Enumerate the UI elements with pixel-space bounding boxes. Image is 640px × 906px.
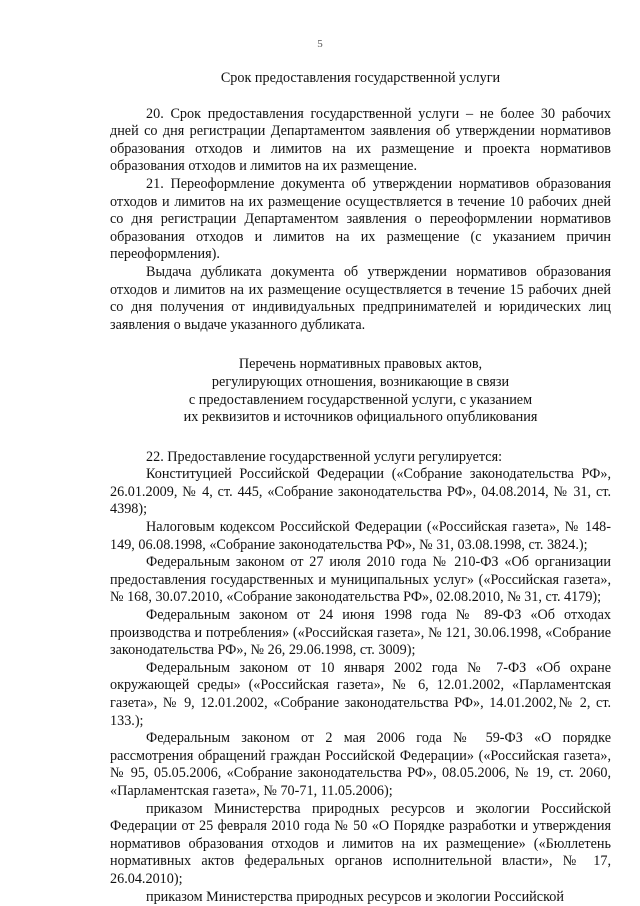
- heading-line: регулирующих отношения, возникающие в связи: [211, 373, 510, 390]
- page-number: 5: [317, 38, 323, 50]
- legal-act-7-fz: Федеральным законом от 10 января 2002 года № 7-ФЗ «Об охране окружающей среды» («Российская газета», № 6, 12.01.2002, «Парламентская газета», № 9, 12.01.2002, «Собрание законодательства РФ», 14.01.2002,№ 2, ст. 133.);: [110, 659, 611, 729]
- heading-line: с предоставлением государственной услуги, с указанием: [188, 391, 533, 408]
- spacer: [110, 88, 611, 106]
- legal-act-89-fz: Федеральным законом от 24 июня 1998 года № 89-ФЗ «Об отходах производства и потребления» («Российская газета», № 121, 30.06.1998, «Собрание законодательства РФ», № 26, 29.06.1998, ст. 3009);: [110, 607, 611, 659]
- paragraph-21: 21. Переоформление документа об утверждении нормативов образования отходов и лимитов на их размещение осуществляется в течение 10 рабочих дней со дня регистрации Департаментом заявления о переоформлении нормативов образования отходов и лимитов на их размещение (с указанием причин переоформления).: [110, 175, 611, 263]
- legal-act-order-50: приказом Министерства природных ресурсов и экологии Российской Федерации от 25 февраля 2010 года № 50 «О Порядке разработки и утверждения нормативов образования отходов и лимитов на их размещение» («Бюллетень нормативных актов федеральных органов исполнительной власти», № 17, 26.04.2010);: [110, 800, 611, 887]
- legal-act-tax-code: Налоговым кодексом Российской Федерации («Российская газета», № 148-149, 06.08.1998, «Собрание законодательства РФ», № 31, 03.08.1998, ст. 3824.);: [110, 519, 611, 553]
- paragraph-duplicate-issuance: Выдача дубликата документа об утверждении нормативов образования отходов и лимитов на их размещение осуществляется в течение 15 рабочих дней со дня получения от индивидуальных предпринимателей и юридических лиц заявления о выдаче указанного дубликата.: [110, 263, 611, 333]
- heading-line: их реквизитов и источников официального опубликования: [183, 409, 538, 426]
- section-heading-service-term: Срок предоставления государственной услуги: [220, 70, 501, 86]
- section-heading-legal-acts: [110, 356, 611, 426]
- heading-line: Перечень нормативных правовых актов,: [238, 356, 483, 373]
- spacer: [110, 427, 611, 449]
- legal-act-210-fz: Федеральным законом от 27 июля 2010 года № 210-ФЗ «Об организации предоставления государственных и муниципальных услуг» («Российская газета», № 168, 30.07.2010, «Собрание законодательства РФ», 02.08.2010, № 31, ст. 4179);: [110, 554, 611, 606]
- legal-act-59-fz: Федеральным законом от 2 мая 2006 года № 59-ФЗ «О порядке рассмотрения обращений граждан Российской Федерации» («Российская газета», № 95, 05.05.2006, «Собрание законодательства РФ», 08.05.2006, № 19, ст. 2060, «Парламентская газета», № 70-71, 11.05.2006);: [110, 730, 611, 799]
- spacer: [110, 334, 611, 356]
- legal-act-order-continued: приказом Министерства природных ресурсов и экологии Российской: [146, 888, 564, 905]
- legal-act-constitution: Конституцией Российской Федерации («Собрание законодательства РФ», 26.01.2009, № 4, ст. 445, «Собрание законодательства РФ», 04.08.2014, № 31, ст. 4398);: [110, 466, 611, 518]
- paragraph-20: 20. Срок предоставления государственной услуги – не более 30 рабочих дней со дня регистрации Департаментом заявления об утверждении нормативов образования отходов и лимитов на их размещение и проекта нормативов образования отходов и лимитов на их размещение.: [110, 105, 611, 175]
- paragraph-22: 22. Предоставление государственной услуги регулируется:: [146, 448, 503, 465]
- document-body: [110, 70, 611, 906]
